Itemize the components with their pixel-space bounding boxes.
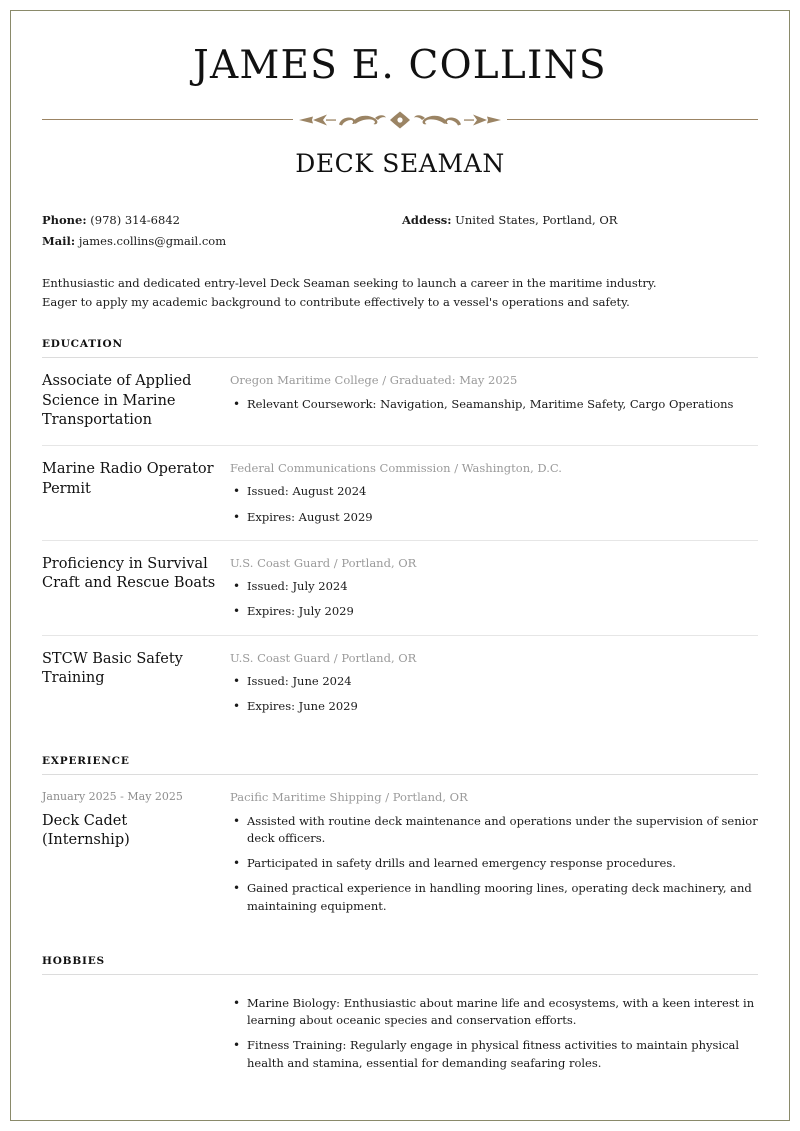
entry-bullet-item: • Expires: June 2029	[230, 698, 758, 715]
ornament-divider	[42, 109, 758, 131]
resume-entry	[42, 541, 758, 636]
entry-bullet-item: • Assisted with routine deck maintenance and operations under the supervision of senior deck officers.	[230, 813, 758, 848]
section-title: EXPERIENCE	[42, 755, 758, 775]
contact-mail	[42, 231, 402, 252]
summary-line-2: Eager to apply my academic background to contribute effectively to a vessel's operations and safety.	[42, 295, 630, 310]
entry-left-column	[42, 555, 230, 621]
ornament-rule-right	[507, 119, 758, 120]
entry-heading: STCW Basic Safety Training	[42, 650, 183, 687]
entry-bullet-list	[230, 995, 758, 1072]
resume-entry	[42, 775, 758, 929]
entry-right-column	[230, 989, 758, 1072]
contact-address	[402, 210, 758, 231]
contact-block	[42, 210, 758, 253]
contact-mail-label: Mail:	[42, 234, 76, 249]
resume-sections	[42, 338, 758, 1085]
contact-row-phone-address	[42, 210, 758, 231]
entry-heading: Proficiency in Survival Craft and Rescue Boats	[42, 555, 216, 592]
entry-bullet-list	[230, 673, 758, 716]
flourish-divider-ornament-icon	[293, 109, 507, 131]
entry-bullet-item: • Expires: July 2029	[230, 603, 758, 620]
contact-mail-value[interactable]: james.collins@gmail.com	[78, 234, 227, 249]
entry-organization: Pacific Maritime Shipping / Portland, OR	[230, 790, 468, 805]
entry-right-column	[230, 460, 758, 526]
entry-right-column	[230, 555, 758, 621]
candidate-job-title: DECK SEAMAN	[295, 148, 505, 178]
entry-bullet-item: • Expires: August 2029	[230, 509, 758, 526]
entry-bullet-item: • Marine Biology: Enthusiastic about marine life and ecosystems, with a keen interest in learning about oceanic species and conservation efforts.	[230, 995, 758, 1030]
entry-bullet-item: • Issued: July 2024	[230, 578, 758, 595]
section-title: HOBBIES	[42, 955, 758, 975]
entry-left-column	[42, 460, 230, 526]
resume-entry	[42, 636, 758, 730]
entry-right-column	[230, 650, 758, 716]
entry-right-column	[230, 789, 758, 915]
entry-right-column	[230, 372, 758, 431]
entry-bullet-item: • Issued: August 2024	[230, 483, 758, 500]
entry-bullet-list	[230, 813, 758, 915]
entry-organization: U.S. Coast Guard / Portland, OR	[230, 555, 417, 570]
resume-section	[42, 755, 758, 929]
entry-left-column	[42, 372, 230, 431]
entry-bullet-list	[230, 396, 758, 413]
contact-row-mail	[42, 231, 758, 252]
entry-bullet-item: • Gained practical experience in handling mooring lines, operating deck machinery, and maintaining equipment.	[230, 880, 758, 915]
contact-phone-label: Phone:	[42, 212, 87, 227]
summary-line-1: Enthusiastic and dedicated entry-level Deck Seaman seeking to launch a career in the maritime industry.	[42, 276, 657, 291]
entry-bullet-item: • Participated in safety drills and learned emergency response procedures.	[230, 855, 758, 872]
resume-entry	[42, 446, 758, 541]
entry-organization: Federal Communications Commission / Washington, D.C.	[230, 461, 562, 475]
resume-section	[42, 955, 758, 1086]
candidate-name: JAMES E. COLLINS	[193, 43, 607, 88]
entry-heading: Deck Cadet (Internship)	[42, 812, 130, 849]
entry-organization: Oregon Maritime College / Graduated: May 2025	[230, 373, 518, 388]
contact-address-value: United States, Portland, OR	[455, 212, 618, 227]
entry-left-column	[42, 650, 230, 716]
contact-address-label: Addess:	[402, 212, 452, 227]
entry-left-column	[42, 989, 230, 1072]
section-title: EDUCATION	[42, 338, 758, 358]
resume-content	[42, 22, 758, 1086]
entry-organization: U.S. Coast Guard / Portland, OR	[230, 650, 417, 665]
entry-left-column	[42, 789, 230, 915]
entry-heading: Marine Radio Operator Permit	[42, 461, 214, 497]
professional-summary	[42, 274, 758, 312]
entry-date: January 2025 - May 2025	[42, 790, 183, 804]
entry-bullet-item: • Issued: June 2024	[230, 673, 758, 690]
contact-phone-value: (978) 314-6842	[90, 212, 180, 227]
entry-bullet-item: • Relevant Coursework: Navigation, Seamanship, Maritime Safety, Cargo Operations	[230, 396, 758, 413]
ornament-rule-left	[42, 119, 293, 120]
entry-bullet-list	[230, 483, 758, 526]
entry-heading: Associate of Applied Science in Marine Transportation	[42, 373, 192, 429]
entry-bullet-list	[230, 578, 758, 621]
resume-entry	[42, 975, 758, 1086]
contact-phone	[42, 210, 402, 231]
resume-entry	[42, 358, 758, 446]
entry-bullet-item: • Fitness Training: Regularly engage in physical fitness activities to maintain physical health and stamina, essential for demanding seafaring roles.	[230, 1037, 758, 1072]
resume-section	[42, 338, 758, 729]
